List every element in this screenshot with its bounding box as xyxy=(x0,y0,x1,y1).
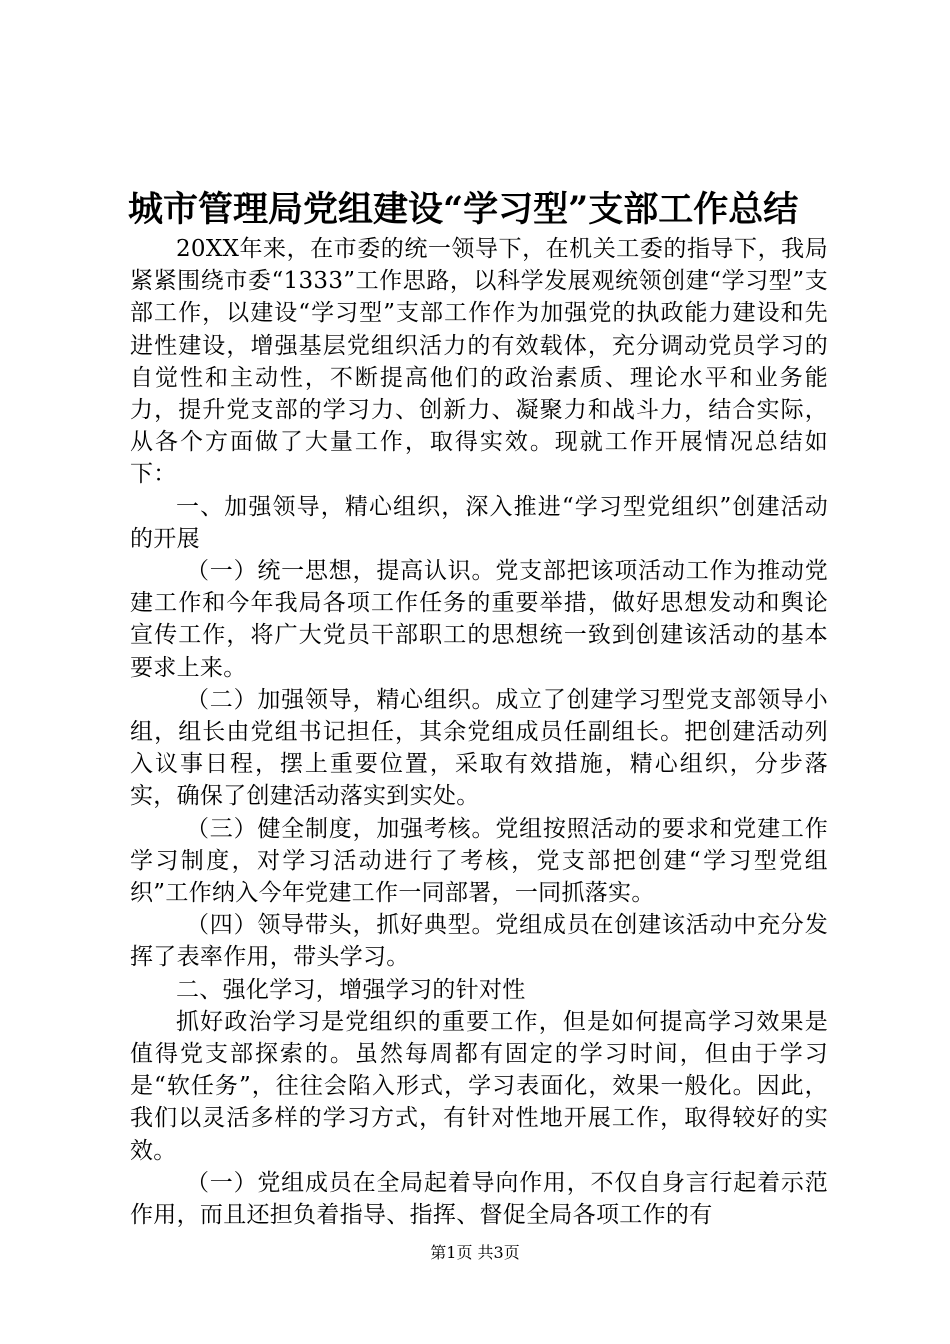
paragraph-1-1: （一）统一思想，提高认识。党支部把该项活动工作为推动党建工作和今年我局各项工作任务的重要举措，做好思想发动和舆论宣传工作，将广大党员干部职工的思想统一致到创建该活动的基本要求上来。 xyxy=(130,558,828,681)
section-heading-1: 一、加强领导，精心组织，深入推进“学习型党组织”创建活动的开展 xyxy=(130,493,828,552)
paragraph-1-2: （二）加强领导，精心组织。成立了创建学习型党支部领导小组，组长由党组书记担任，其余党组成员任副组长。把创建活动列入议事日程，摆上重要位置，采取有效措施，精心组织，分步落实，确保了创建活动落实到实处。 xyxy=(130,686,828,810)
document-title: 城市管理局党组建设“学习型”支部工作总结 xyxy=(128,189,799,230)
page-number-footer: 第1页 共3页 xyxy=(430,1243,520,1262)
paragraph-2-1: （一）党组成员在全局起着导向作用，不仅自身言行起着示范作用，而且还担负着指导、指挥、督促全局各项工作的有 xyxy=(130,1169,828,1229)
document-body xyxy=(130,233,828,1231)
paragraph-2-intro: 抓好政治学习是党组织的重要工作，但是如何提高学习效果是值得党支部探索的。虽然每周都有固定的学习时间，但由于学习是“软任务”，往往会陷入形式，学习表面化，效果一般化。因此，我们以灵活多样的学习方式，有针对性地开展工作，取得较好的实效。 xyxy=(130,1008,828,1164)
paragraph-1-3: （三）健全制度，加强考核。党组按照活动的要求和党建工作学习制度，对学习活动进行了考核，党支部把创建“学习型党组织”工作纳入今年党建工作一同部署，一同抓落实。 xyxy=(130,815,828,907)
paragraph-1-4: （四）领导带头，抓好典型。党组成员在创建该活动中充分发挥了表率作用，带头学习。 xyxy=(130,912,828,971)
section-heading-2: 二、强化学习，增强学习的针对性 xyxy=(176,976,526,1003)
paragraph-intro: 20XX年来，在市委的统一领导下，在机关工委的指导下，我局紧紧围绕市委“1333”工作思路，以科学发展观统领创建“学习型”支部工作，以建设“学习型”支部工作作为加强党的执政能力建设和先进性建设，增强基层党组织活力的有效载体，充分调动党员学习的自觉性和主动性，不断提高他们的政治素质、理论水平和业务能力，提升党支部的学习力、创新力、凝聚力和战斗力，结合实际，从各个方面做了大量工作，取得实效。现就工作开展情况总结如下： xyxy=(130,236,828,488)
